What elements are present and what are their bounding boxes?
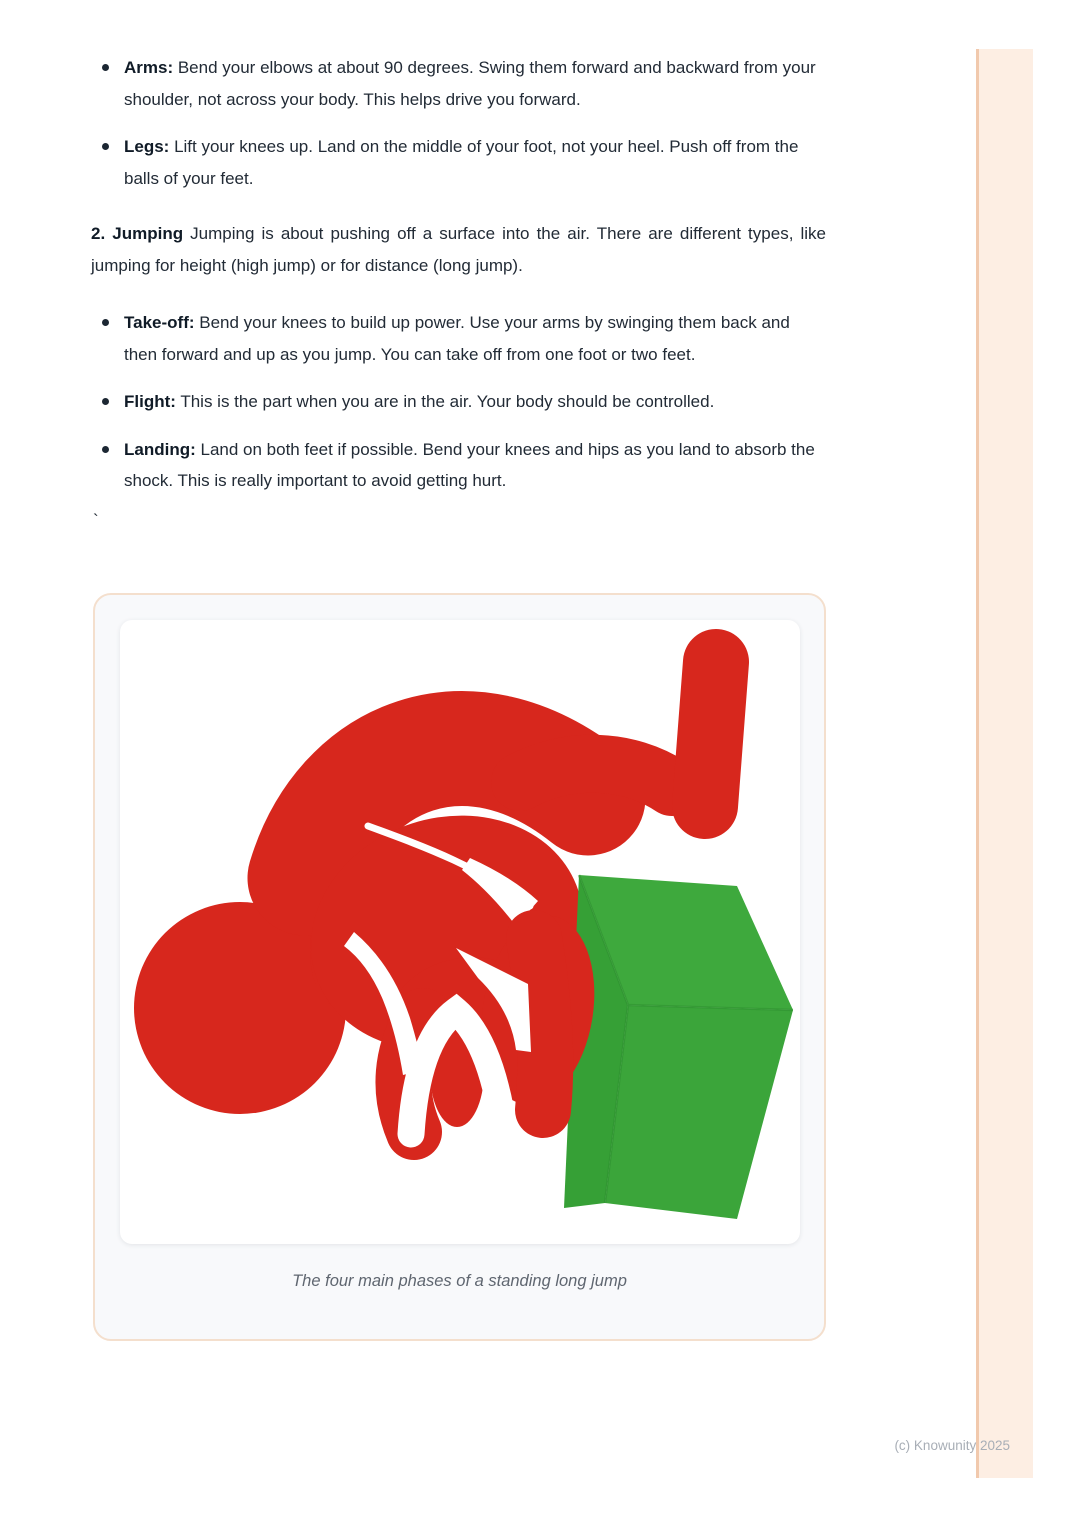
figure-caption: The four main phases of a standing long jump — [292, 1271, 627, 1290]
bullet-text: Land on both feet if possible. Bend your knees and hips as you land to absorb the shock. This is really important to avoid getting hurt. — [124, 439, 815, 490]
running-form-list — [91, 52, 826, 194]
jumping-intro-text: Jumping is about pushing off a surface into the air. There are different types, like jumping for height (high jump) or for distance (long jump). — [91, 224, 826, 275]
jumping-heading: 2. Jumping — [91, 224, 184, 243]
bullet-item-landing — [91, 434, 826, 497]
figure-card — [93, 593, 826, 1342]
bullet-item-take-off — [91, 307, 826, 370]
document-body — [91, 52, 826, 1341]
box-front-face — [605, 1005, 793, 1219]
bullet-text: Bend your knees to build up power. Use your arms by swinging them back and then forward and up as you jump. You can take off from one foot or two feet. — [124, 313, 790, 364]
bullet-item-arms — [91, 52, 826, 115]
bullet-text: Bend your elbows at about 90 degrees. Swing them forward and backward from your shoulder, not across your body. This helps drive you forward. — [124, 58, 816, 109]
bullet-label: Landing: — [124, 439, 196, 459]
bullet-item-flight — [91, 386, 826, 418]
bullet-label: Legs: — [124, 137, 170, 156]
jumping-paragraph — [91, 218, 826, 281]
bullet-label: Arms: — [124, 58, 174, 77]
figure-image — [120, 620, 800, 1244]
long-jump-illustration — [120, 620, 800, 1244]
side-stripe-decoration — [976, 49, 1033, 1478]
figure-forearm-hanging — [534, 938, 545, 1110]
jumping-phases-list — [91, 307, 826, 497]
figure-arm-upper — [520, 763, 672, 786]
bullet-label: Flight: — [124, 392, 176, 411]
green-box — [564, 875, 793, 1219]
bullet-label: Take-off: — [124, 313, 195, 332]
stray-backtick: ` — [93, 510, 99, 530]
copyright-notice: (c) Knowunity 2025 — [894, 1438, 1010, 1453]
bullet-item-legs — [91, 131, 826, 194]
bullet-text: This is the part when you are in the air. Your body should be controlled. — [175, 392, 715, 411]
bullet-text: Lift your knees up. Land on the middle of your foot, not your heel. Push off from the balls of your feet. — [124, 137, 799, 188]
figure-arm-raised — [705, 662, 716, 806]
